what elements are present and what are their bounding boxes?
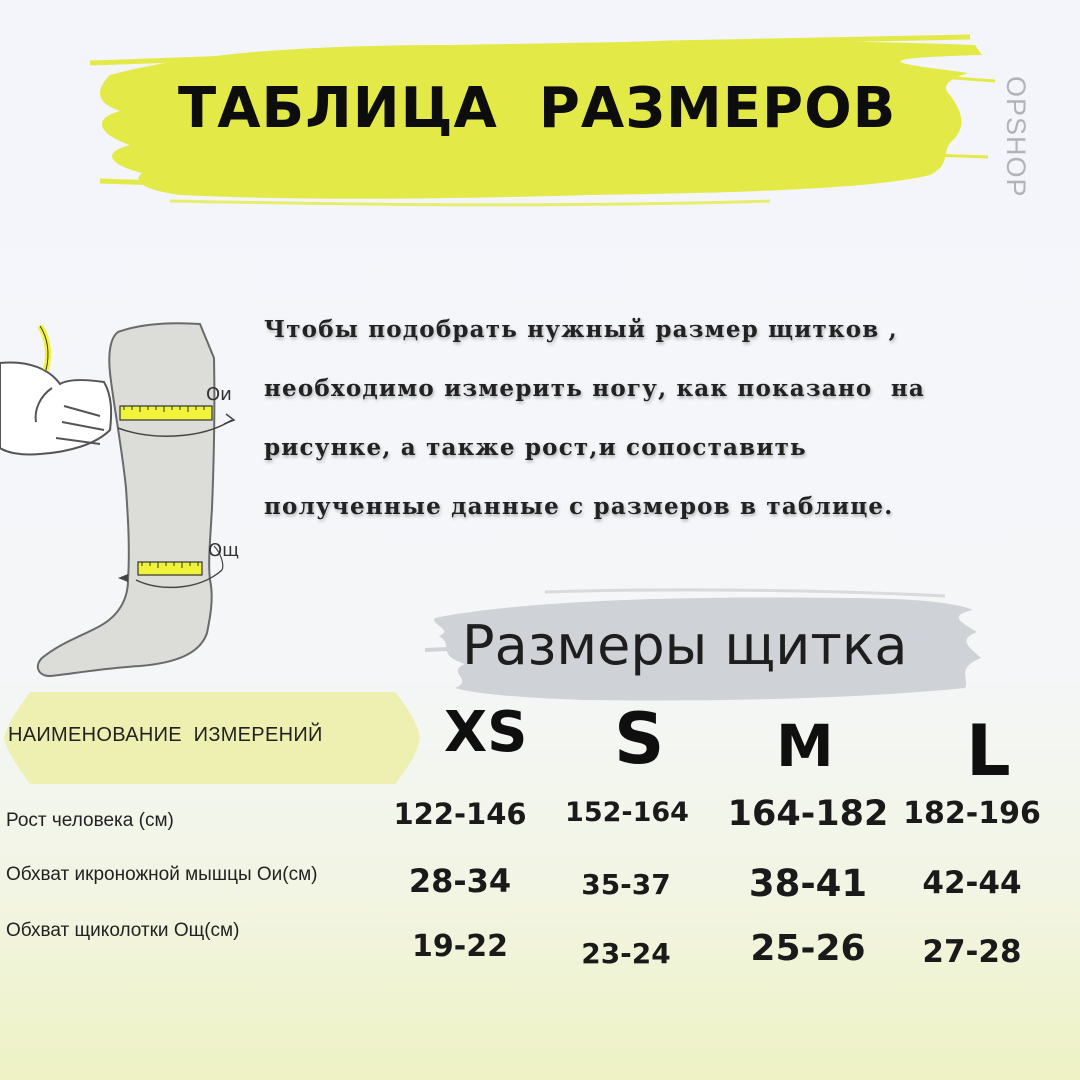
value-calf-m: 38-41 — [748, 862, 868, 905]
value-ankle-s: 23-24 — [581, 937, 671, 970]
value-height-m: 164-182 — [727, 794, 889, 834]
size-header-m: M — [776, 712, 834, 780]
brand-watermark: OPSHOP — [1001, 76, 1031, 198]
leg-icon — [38, 323, 215, 676]
value-ankle-xs: 19-22 — [412, 929, 508, 964]
hand-icon — [0, 362, 111, 454]
value-height-s: 152-164 — [565, 797, 689, 828]
value-height-l: 182-196 — [903, 796, 1041, 831]
row-label-height: Рост человека (см) — [6, 810, 174, 831]
value-height-xs: 122-146 — [393, 797, 527, 831]
sizes-subtitle: Размеры щитка — [462, 614, 908, 677]
value-ankle-l: 27-28 — [922, 934, 1022, 970]
calf-label: Ои — [206, 384, 232, 405]
instruction-line: полученные данные с размеров в таблице. — [264, 493, 894, 520]
instruction-line: необходимо измерить ногу, как показано на — [264, 375, 926, 402]
ankle-label: Ощ — [208, 540, 240, 561]
value-calf-l: 42-44 — [922, 865, 1022, 901]
value-calf-s: 35-37 — [581, 868, 671, 901]
row-label-calf: Обхват икроножной мышцы Ои(см) — [6, 864, 318, 885]
instructions-text — [264, 316, 1064, 552]
measurement-header-label: НАИМЕНОВАНИЕ ИЗМЕРЕНИЙ — [8, 724, 323, 746]
instruction-line: рисунке, а также рост,и сопоставить — [264, 434, 807, 461]
size-header-xs: XS — [444, 700, 528, 765]
row-label-ankle: Обхват щиколотки Ощ(см) — [6, 920, 240, 941]
size-header-l: L — [966, 710, 1011, 792]
page-title: ТАБЛИЦА РАЗМЕРОВ — [178, 76, 897, 141]
instruction-line: Чтобы подобрать нужный размер щитков , — [264, 316, 898, 343]
value-calf-xs: 28-34 — [408, 862, 512, 900]
value-ankle-m: 25-26 — [750, 928, 866, 969]
size-header-s: S — [614, 698, 665, 780]
leg-measurement-illustration — [0, 318, 250, 684]
